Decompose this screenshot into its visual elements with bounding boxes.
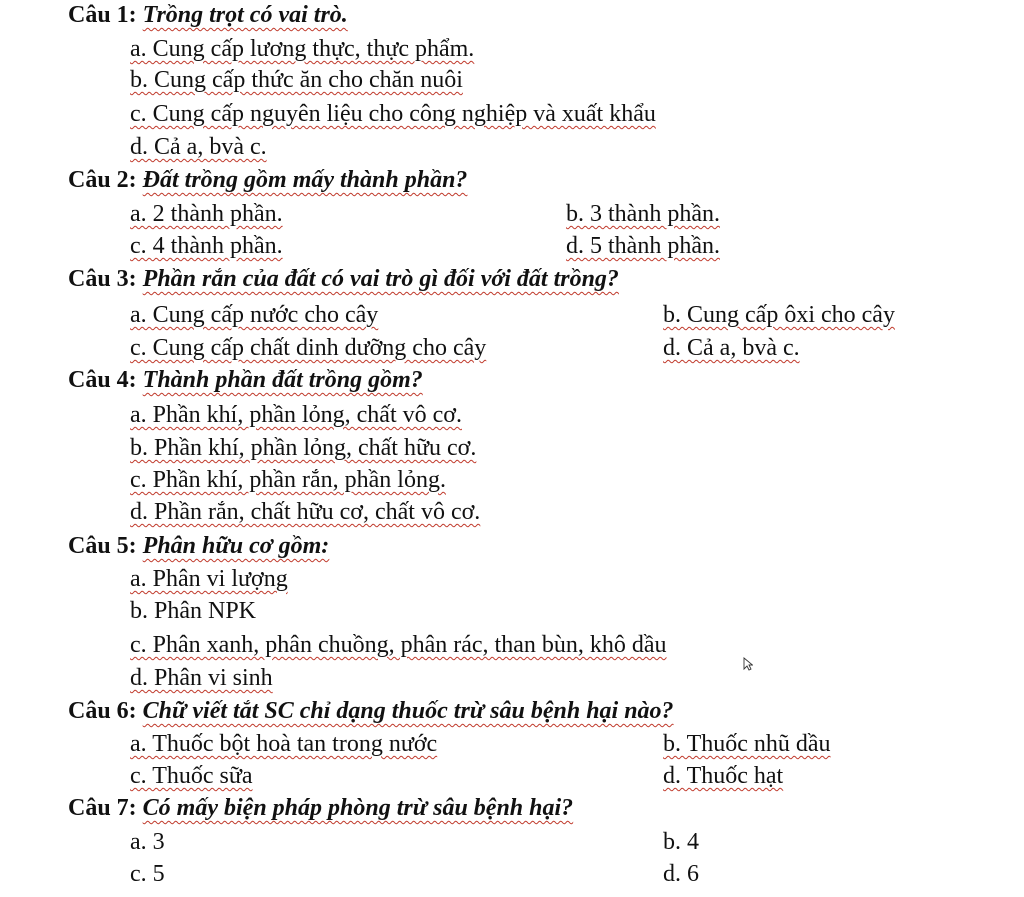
question-7-label: Câu 7: [68, 795, 137, 821]
question-5-label: Câu 5: [68, 533, 137, 559]
question-2-option-c: c. 4 thành phần. [130, 233, 283, 259]
question-3-option-c: c. Cung cấp chất dinh dưỡng cho cây [130, 335, 487, 361]
question-4-label: Câu 4: [68, 367, 137, 393]
question-6-option-c: c. Thuốc sữa [130, 763, 253, 789]
question-1-option-d: d. Cả a, bvà c. [130, 134, 267, 160]
question-2-option-b: b. 3 thành phần. [566, 201, 720, 227]
question-6-option-a: a. Thuốc bột hoà tan trong nước [130, 731, 438, 757]
question-4-text: Thành phần đất trồng gồm? [142, 367, 423, 393]
question-7-option-c: c. 5 [130, 861, 165, 887]
question-3-option-a: a. Cung cấp nước cho cây [130, 302, 379, 328]
question-7-text: Có mấy biện pháp phòng trừ sâu bệnh hại? [142, 795, 574, 821]
question-1-label: Câu 1: [68, 2, 137, 28]
question-6-option-b: b. Thuốc nhũ dầu [663, 731, 831, 757]
question-1-option-c: c. Cung cấp nguyên liệu cho công nghiệp và xuất khẩu [130, 101, 656, 127]
question-2-option-d: d. 5 thành phần. [566, 233, 720, 259]
question-1-text: Trồng trọt có vai trò. [142, 2, 348, 28]
question-6-label: Câu 6: [68, 698, 137, 724]
question-3-text: Phần rắn của đất có vai trò gì đối với đất trồng? [142, 266, 619, 292]
question-6-option-d: d. Thuốc hạt [663, 763, 784, 789]
question-7-option-a: a. 3 [130, 829, 165, 855]
question-1-option-b: b. Cung cấp thức ăn cho chăn nuôi [130, 67, 463, 93]
question-3-label: Câu 3: [68, 266, 137, 292]
question-3 [68, 266, 619, 293]
question-5-option-c: c. Phân xanh, phân chuồng, phân rác, than bùn, khô dầu [130, 632, 667, 658]
question-3-option-d: d. Cả a, bvà c. [663, 335, 800, 361]
question-2-text: Đất trồng gồm mấy thành phần? [142, 167, 468, 193]
question-4-option-d: d. Phần rắn, chất hữu cơ, chất vô cơ. [130, 499, 481, 525]
question-4-option-b: b. Phần khí, phần lỏng, chất hữu cơ. [130, 435, 477, 461]
question-7-option-b: b. 4 [663, 829, 699, 855]
question-1-option-a: a. Cung cấp lương thực, thực phẩm. [130, 36, 475, 62]
question-2-label: Câu 2: [68, 167, 137, 193]
question-7 [68, 795, 573, 822]
question-5-option-a: a. Phân vi lượng [130, 566, 288, 592]
question-5-option-d: d. Phân vi sinh [130, 665, 273, 691]
question-4-option-a: a. Phần khí, phần lỏng, chất vô cơ. [130, 402, 462, 428]
question-2 [68, 167, 467, 194]
question-5-text: Phân hữu cơ gồm: [142, 533, 330, 559]
question-4-option-c: c. Phần khí, phần rắn, phần lỏng. [130, 467, 446, 493]
question-7-option-d: d. 6 [663, 861, 699, 887]
question-2-option-a: a. 2 thành phần. [130, 201, 283, 227]
question-5-option-b: b. Phân NPK [130, 598, 257, 624]
question-4 [68, 367, 423, 394]
mouse-pointer-icon [743, 657, 753, 671]
question-3-option-b: b. Cung cấp ôxi cho cây [663, 302, 895, 328]
question-1 [68, 2, 348, 29]
question-6 [68, 698, 674, 725]
question-6-text: Chữ viết tắt SC chỉ dạng thuốc trừ sâu bệnh hại nào? [142, 698, 674, 724]
question-5 [68, 533, 329, 560]
